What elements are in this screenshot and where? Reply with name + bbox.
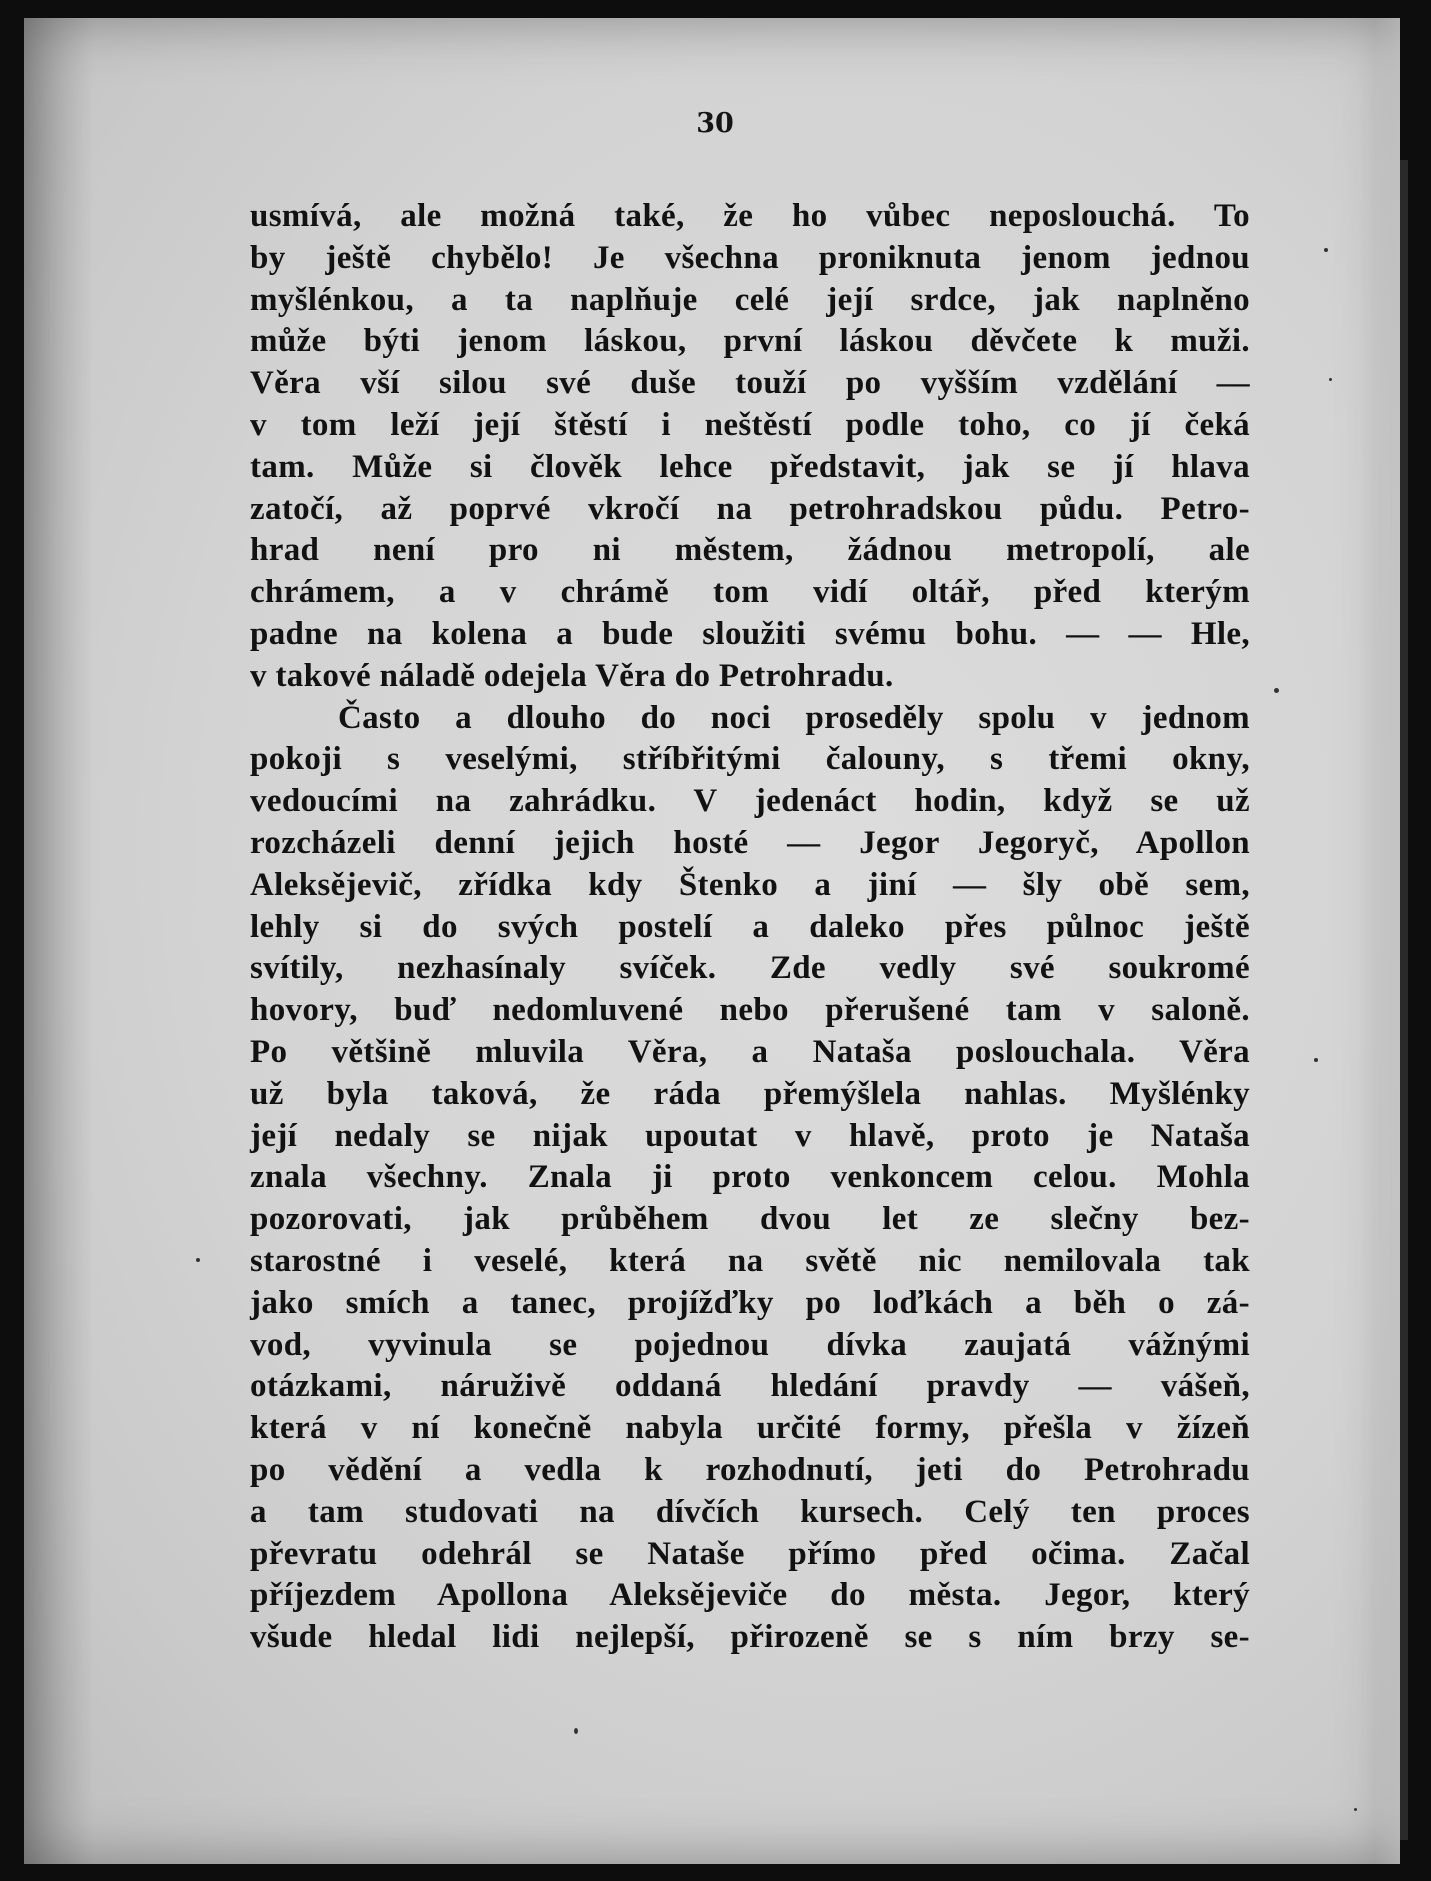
text-line: už byla taková, že ráda přemýšlela nahlas. Myšlénky xyxy=(250,1075,1250,1112)
text-line: vedoucími na zahrádku. V jedenáct hodin, když se už xyxy=(250,783,1250,820)
text-line: chrámem, a v chrámě tom vidí oltář, před kterým xyxy=(250,574,1250,611)
text-line: znala všechny. Znala ji proto venkoncem celou. Mohla xyxy=(250,1159,1250,1196)
text-line: Aleksějevič, zřídka kdy Štenko a jiní — šly obě sem, xyxy=(250,866,1250,903)
text-line: by ještě chybělo! Je všechna proniknuta jenom jednou xyxy=(250,239,1250,276)
dust-speck xyxy=(1354,1808,1357,1811)
text-line: svítily, nezhasínaly svíček. Zde vedly své soukromé xyxy=(250,950,1250,987)
text-line: a tam studovati na dívčích kursech. Celý ten proces xyxy=(250,1493,1250,1530)
text-line: tam. Může si člověk lehce představit, jak se jí hlava xyxy=(250,448,1250,485)
text-line: vod, vyvinula se pojednou dívka zaujatá vážnými xyxy=(250,1326,1250,1363)
text-line: pozorovati, jak průběhem dvou let ze slečny bez- xyxy=(250,1201,1250,1238)
text-line: rozcházeli denní jejich hosté — Jegor Jegoryč, Apollon xyxy=(250,824,1250,861)
text-line: pokoji s veselými, stříbřitými čalouny, s třemi okny, xyxy=(250,741,1250,778)
paragraph-first-line: Často a dlouho do noci proseděly spolu v jednom xyxy=(338,699,1250,736)
dust-speck xyxy=(1324,248,1328,252)
text-line: Po většině mluvila Věra, a Nataša poslouchala. Věra xyxy=(250,1033,1250,1070)
text-line: všude hledal lidi nejlepší, přirozeně se s ním brzy se- xyxy=(250,1619,1250,1656)
page-number: 30 xyxy=(696,108,734,139)
text-line: v tom leží její štěstí i neštěstí podle toho, co jí čeká xyxy=(250,406,1250,443)
text-line: usmívá, ale možná také, že ho vůbec neposlouchá. To xyxy=(250,198,1250,234)
text-line: otázkami, náruživě oddaná hledání pravdy — vášeň, xyxy=(250,1368,1250,1405)
text-line: zatočí, až poprvé vkročí na petrohradskou půdu. Petro- xyxy=(250,490,1250,527)
dust-speck xyxy=(1329,378,1332,381)
text-line: myšlénkou, a ta naplňuje celé její srdce, jak naplněno xyxy=(250,281,1250,318)
text-line: lehly si do svých postelí a daleko přes půlnoc ještě xyxy=(250,908,1250,945)
text-line: starostné i veselé, která na světě nic nemilovala tak xyxy=(250,1242,1250,1279)
dust-speck xyxy=(574,1728,578,1734)
text-line: hrad není pro ni městem, žádnou metropolí, ale xyxy=(250,532,1250,569)
text-line: příjezdem Apollona Aleksějeviče do města. Jegor, který xyxy=(250,1577,1250,1614)
text-line: padne na kolena a bude sloužiti svému bohu. — — Hle, xyxy=(250,615,1250,652)
text-line: může býti jenom láskou, první láskou děvčete k muži. xyxy=(250,323,1250,360)
text-line: hovory, buď nedomluvené nebo přerušené tam v saloně. xyxy=(250,992,1250,1029)
dust-speck xyxy=(196,1258,200,1262)
text-line: v takové náladě odejela Věra do Petrohradu. xyxy=(250,657,894,694)
dust-speck xyxy=(1314,1058,1318,1062)
page-edge-shadow xyxy=(1400,160,1408,1840)
dust-speck xyxy=(1274,688,1279,693)
text-line: Věra vší silou své duše touží po vyšším vzdělání — xyxy=(250,365,1250,402)
text-line: po vědění a vedla k rozhodnutí, jeti do Petrohradu xyxy=(250,1451,1250,1488)
text-line: její nedaly se nijak upoutat v hlavě, proto je Nataša xyxy=(250,1117,1250,1154)
text-line: převratu odehrál se Nataše přímo před očima. Začal xyxy=(250,1535,1250,1572)
text-line: jako smích a tanec, projížďky po loďkách a běh o zá- xyxy=(250,1284,1250,1321)
text-line: která v ní konečně nabyla určité formy, přešla v žízeň xyxy=(250,1410,1250,1447)
body-text xyxy=(250,196,1250,1659)
